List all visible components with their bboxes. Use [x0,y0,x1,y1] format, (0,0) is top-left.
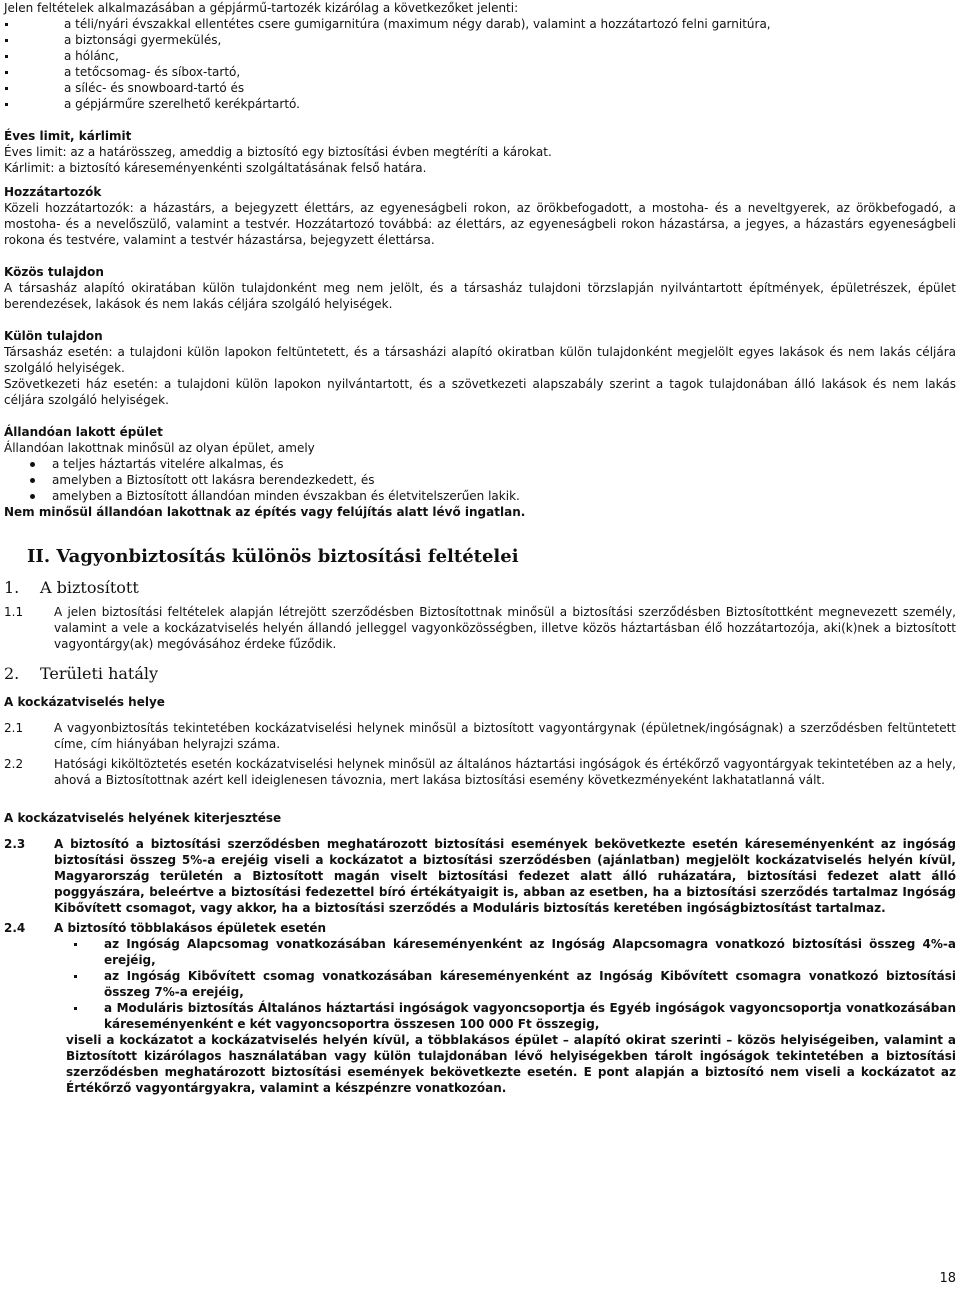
paragraph-2-1: 2.1 A vagyonbiztosítás tekintetében kockázatviselési helynek minősül a biztosított vagyontárgynak (épületnek/ingóságnak) a szerződésben feltüntetett címe, cím hiányában helyrajzi száma. [4,721,956,751]
page-number: 18 [939,1271,956,1286]
relatives-heading: Hozzátartozók [4,185,102,199]
section-heading-2: 2. Területi hatály [4,664,159,683]
square-bullet-icon [74,975,77,978]
list-item: a síléc- és snowboard-tartó és [4,80,956,96]
square-bullet-icon [5,55,8,58]
square-bullet-icon [5,39,8,42]
list-item: amelyben a Biztosított ott lakásra berendezkedett, és [4,472,956,488]
list-item: a Moduláris biztosítás Általános háztartási ingóságok vagyoncsoportja és Egyéb ingóságok vagyoncsoportja vonatkozásában káreseményenként e két vagyoncsoportra összesen 100 000 Ft összegig, [4,1000,956,1032]
separate-text-coop: Szövetkezeti ház esetén: a tulajdoni külön lapokon nyilvántartott, és a szövetkezeti alapszabály szerint a tagok tulajdonában álló lakások és nem lakás céljára szolgáló helyiségek. [4,377,956,407]
bullet-icon [30,462,35,467]
paragraph-2-4-list [4,936,956,1032]
list-item: az Ingóság Alapcsomag vonatkozásában káreseményenként az Ingóság Alapcsomagra vonatkozó biztosítási összeg 4%-a erejéig, [4,936,956,968]
limits-annual: Éves limit: az a határösszeg, ameddig a biztosító egy biztosítási évben megtéríti a károkat. [4,145,552,159]
list-item: az Ingóság Kibővített csomag vonatkozásában káreseményenként az Ingóság Kibővített csomagra vonatkozó biztosítási összeg 7%-a erejéig, [4,968,956,1000]
square-bullet-icon [74,943,77,946]
common-text: A társasház alapító okiratában külön tulajdonként meg nem jelölt, és a társasház tulajdoni törzslapján nyilvántartott építmények, épületrészek, épület berendezések, lakások és nem lakás céljára szolgáló helyiségek. [4,281,956,311]
chapter-heading: II. Vagyonbiztosítás különös biztosítási feltételei [27,546,519,567]
list-item: a biztonsági gyermekülés, [4,32,956,48]
common-heading: Közös tulajdon [4,265,104,279]
accessory-list [4,16,956,112]
paragraph-2-4-tail: viseli a kockázatot a kockázatviselés helyén kívül, a többlakásos épület – alapító okirat szerinti – közös helyiségeiben, valamint a Biztosított kizárólagos használatában vagy külön tulajdonában lévő helyiségekben tárolt ingóságok tekintetében a biztosítási szerződésben meghatározott biztosítási események bekövetkezte esetén. E pont alapján a biztosító nem viseli a kockázatot az Értékőrző vagyontárgyakra, valamint a készpénzre vonatkozóan. [66,1033,956,1095]
separate-text-condo: Társasház esetén: a tulajdoni külön lapokon feltüntetett, és a társasházi alapító okiratban külön tulajdonként megjelölt egyes lakások és nem lakás céljára szolgáló helyiségek. [4,345,956,375]
document-page [4,0,956,1096]
section-heading-1: 1. A biztosított [4,578,139,597]
list-item: a gépjárműre szerelhető kerékpártartó. [4,96,956,112]
list-item: a teljes háztartás vitelére alkalmas, és [4,456,956,472]
list-item: amelyben a Biztosított állandóan minden évszakban és életvitelszerűen lakik. [4,488,956,504]
risk-place-heading: A kockázatviselés helye [4,695,165,709]
limits-claim: Kárlimit: a biztosító káreseményenkénti szolgáltatásának felső határa. [4,161,427,175]
paragraph-2-4: 2.4 A biztosító többlakásos épületek esetén [4,921,327,935]
inhabited-list [4,456,956,504]
paragraph-1-1: 1.1 A jelen biztosítási feltételek alapján létrejött szerződésben Biztosítottnak minősül a biztosítási szerződésben Biztosítottként megnevezett személy, valamint a vele a kockázatviselés helyén állandó jelleggel vagyonközösségben, illetve közös háztartásban élő hozzátartozója, aki(k)nek a biztosított vagyontárgy(ak) megóvásához érdeke fűződik. [4,605,956,651]
inhabited-heading: Állandóan lakott épület [4,425,163,439]
paragraph-2-3: 2.3 A biztosító a biztosítási szerződésben meghatározott biztosítási események bekövetkezte esetén káreseményenként az ingóság biztosítási összeg 5%-a erejéig viseli a kockázatot a biztosítási szerződésben (ajánlatban) megjelölt kockázatviselés helyén kívül, Magyarország területén a Biztosított magán viselt biztosítási fedezet alatt álló ruházatára, biztosítási fedezet alatt álló poggyászára, beleértve a biztosítási fedezettel bíró értékátyaigit is, abban az esetben, ha a biztosítási szerződés tartalmaz Ingóság Kibővített csomagot, vagy akkor, ha a biztosítási szerződés a Moduláris biztosítás keretében ingóságbiztosítást tartalmaz. [4,837,956,915]
risk-extension-heading: A kockázatviselés helyének kiterjesztése [4,811,282,825]
bullet-icon [30,478,35,483]
intro-text: Jelen feltételek alkalmazásában a gépjármű-tartozék kizárólag a következőket jelenti: [4,1,519,15]
paragraph-2-2: 2.2 Hatósági kiköltöztetés esetén kockázatviselési helynek minősül az általános háztartási ingóságok és értékőrző vagyontárgyak tekintetében az a hely, ahová a Biztosítottnak azért kell ideiglenesen távoznia, mert lakása biztosítási esemény következményeként lakhatatlanná vált. [4,757,956,787]
square-bullet-icon [74,1007,77,1010]
bullet-icon [30,494,35,499]
list-item: a tetőcsomag- és síbox-tartó, [4,64,956,80]
list-item: a téli/nyári évszakkal ellentétes csere gumigarnitúra (maximum négy darab), valamint a hozzátartozó felni garnitúra, [4,16,956,32]
limits-heading: Éves limit, kárlimit [4,129,132,143]
square-bullet-icon [5,103,8,106]
separate-heading: Külön tulajdon [4,329,103,343]
inhabited-intro: Állandóan lakottnak minősül az olyan épület, amely [4,441,315,455]
list-item: a hólánc, [4,48,956,64]
square-bullet-icon [5,23,8,26]
square-bullet-icon [5,87,8,90]
inhabited-note: Nem minősül állandóan lakottnak az építés vagy felújítás alatt lévő ingatlan. [4,505,526,519]
square-bullet-icon [5,71,8,74]
relatives-text: Közeli hozzátartozók: a házastárs, a bejegyzett élettárs, az egyeneságbeli rokon, az örökbefogadott, a mostoha- és a neveltgyerek, az örökbefogadó, a mostoha- és a nevelőszülő, valamint a testvér. Hozzátartozó továbbá: az élettárs, az egyeneságbeli rokon házastársa, a jegyes, a házastárs egyeneságbeli rokona és testvére, valamint a testvér házastársa, bejegyzett élettársa. [4,201,956,247]
